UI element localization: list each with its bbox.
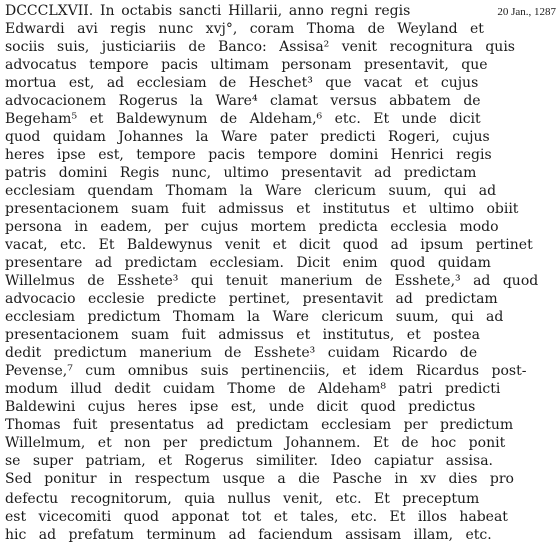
text-line: Pevense,⁷ cum omnibus suis pertinenciis, et idem Ricardus post- [5,363,527,379]
text-line: est vicecomiti quod apponat tot et tales, etc. Et illos habeat [5,509,508,525]
text-line: quod quidam Johannes la Ware pater predicti Rogeri, cujus [5,129,490,145]
text-line: advocacio ecclesie predicte pertinet, presentavit ad predictam [5,291,498,307]
text-line: ecclesiam predictum Thomam la Ware clericum suum, qui ad [5,309,504,325]
text-line: hic ad prefatum terminum ad faciendum assisam illam, etc. [5,527,492,543]
text-line: dedit predictum manerium de Esshete³ cuidam Ricardo de [5,345,478,361]
text-line: Willelmum, et non per predictum Johannem. Et de hoc ponit [5,435,506,451]
text-line: modum illud dedit cuidam Thome de Aldeham⁸ patri predicti [5,381,501,397]
text-line: vacat, etc. Et Baldewynus venit et dicit quod ad ipsum pertinet [5,237,533,253]
text-line: ecclesiam quendam Thomam la Ware clericum suum, qui ad [5,183,497,199]
text-line: presentacionem suam fuit admissus et institutus et ultimo obiit [5,201,519,217]
text-line: Baldewini cujus heres ipse est, unde dicit quod predictus [5,399,476,415]
text-line: persona in eadem, per cujus mortem predicta ecclesia modo [5,219,499,235]
text-line: Willelmus de Esshete³ qui tenuit manerium de Esshete,³ ad quod [5,273,539,289]
text-line: Begeham⁵ et Baldewynum de Aldeham,⁶ etc. Et unde dicit [5,111,481,127]
margin-date: 20 Jan., 1287 [497,6,556,18]
text-line: presentacionem suam fuit admissus et institutus, et postea [5,327,480,343]
text-line: advocacionem Rogerus la Ware⁴ clamat versus abbatem de [5,93,481,109]
text-line: Sed ponitur in respectum usque a die Pasche in xv dies pro [5,471,514,487]
text-line: se super patriam, et Rogerus similiter. Ideo capiatur assisa. [5,453,493,469]
text-line: mortua est, ad ecclesiam de Heschet³ que vacat et cujus [5,75,479,91]
text-line: Edwardi avi regis nunc xvj°, coram Thoma de Weyland et [5,21,484,37]
text-line: defectu recognitorum, quia nullus venit, etc. Et preceptum [5,491,480,507]
text-line: patris domini Regis nunc, ultimo presentavit ad predictam [5,165,477,181]
text-line: Thomas fuit presentatus ad predictam ecclesiam per predictum [5,417,514,433]
text-line: heres ipse est, tempore pacis tempore domini Henrici regis [5,147,492,163]
text-line: advocatus tempore pacis ultimam personam presentavit, que [5,57,488,73]
text-line: DCCCLXVII. In octabis sancti Hillarii, anno regni regis [5,3,411,19]
text-line: sociis suis, justiciariis de Banco: Assisa² venit recognitura quis [5,39,515,55]
text-line: presentare ad predictam ecclesiam. Dicit enim quod quidam [5,255,491,271]
